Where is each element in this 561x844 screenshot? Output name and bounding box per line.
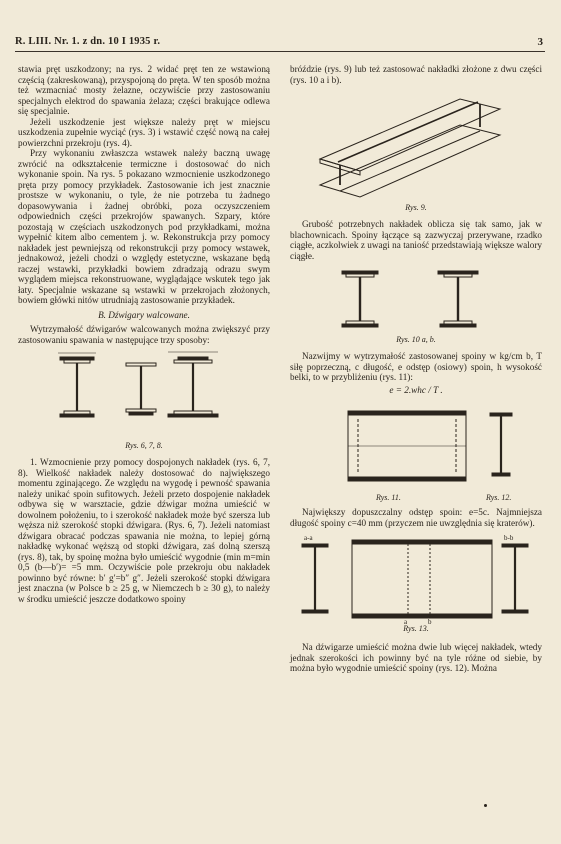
running-header <box>15 36 543 50</box>
journal-issue: R. LIII. Nr. 1. z dn. 10 I 1935 r. <box>15 36 161 47</box>
reinforced-beam-drawing <box>290 532 542 624</box>
beam-sections-drawing <box>18 349 270 441</box>
figure-caption: Rys. 10 a, b. <box>396 335 436 344</box>
section-label: a-a <box>304 534 313 542</box>
section-marker: b <box>428 618 432 624</box>
print-speck <box>484 804 487 807</box>
figure-caption: Rys. 11. <box>376 493 401 502</box>
paragraph: Największy dopuszczalny odstęp spoin: e=5c. Najmniejsza długość spoiny c=40 mm (przyczem nie uwzględnia się kraterów). <box>290 507 542 528</box>
paragraph: Wytrzymałość dźwigarów walcowanych można zwiększyć przy zastosowaniu spawania w następujące trzy sposoby: <box>18 324 270 345</box>
right-column <box>290 64 542 674</box>
beam-isometric-drawing <box>290 89 542 203</box>
figure-6-7-8 <box>18 349 270 451</box>
section-label: b-b <box>504 534 514 542</box>
paragraph: Grubość potrzebnych nakładek oblicza się tak samo, jak w blachownicach. Spoiny łączące są zazwyczaj przerywane, rzadko ciągłe, aczkolwiek z uwagi na taniość przedstawiają większe walory ciągłe. <box>290 219 542 261</box>
paragraph: Jeżeli uszkodzenie jest większe należy pręt w miejscu uszkodzenia zupełnie wyciąć (rys. 3) i wstawić część nową na całej powierzchni przekroju (rys. 4). <box>18 116 270 148</box>
paragraph: Przy wykonaniu zwłaszcza wstawek należy baczną uwagę zwrócić na odkształcenie termiczne i dostosować do nich wykonanie spoin. Na rys. 5 pokazano wzmocnienie uszkodzonego pręta przy pomocy przykładek. Zastosowanie ich jest znacznie prostsze w wykonaniu, o tyle, że nie potrzeba tu żadnego dopasowywania i żadnej obróbki, poza oczyszczeniem odpowiednich części przekrojów spawanych. Szpary, które pozostają w częściach uszkodzonych pod przykładkami, można wypełnić kitem albo cementem j. w. Rekonstrukcja przy pomocy nakładek jest pewniejszą od rekonstrukcji przy pomocy wstawek, jednakowoż, jeżeli chodzi o względy estetyczne, wskazane będą raczej wstawki, przykładki bowiem zdradzają odrazu swym wyglądem miejsca rekonstruowane, wyglądające wskutek tego jak łaty. Specjalnie wskazane są wstawki w przekrojach złożonych, bowiem główki nitów utrudniają zastosowanie przykładek. <box>18 148 270 305</box>
figure-10 <box>290 265 542 347</box>
section-marker: a <box>404 618 408 624</box>
header-rule <box>15 51 545 52</box>
figure-caption: Rys. 13. <box>403 624 429 633</box>
figure-11-12 <box>290 399 542 503</box>
figure-caption: Rys. 12. <box>486 493 512 502</box>
left-column <box>18 64 270 604</box>
figure-caption: Rys. 9. <box>405 203 427 212</box>
paragraph: bróździe (rys. 9) lub też zastosować nakładki złożone z dwu części (rys. 10 a i b). <box>290 64 542 85</box>
paragraph: 1. Wzmocnienie przy pomocy dospojonych nakładek (rys. 6, 7, 8). Wielkość nakładek należy dostosować do największego momentu zginającego. Ze względu na wygodę i pewność spawania należy unikać spoin sufitowych. Jeżeli przeto dospojenie nakładek odbywa się w warsztacie, gdzie dźwigar można umieścić w dowolnem położeniu, to i szerokość nakładek może być szersza lub węższa niż szerokość stopki dźwigara. (Rys. 6, 7). Jeżeli natomiast dźwigara obracać podczas spawania nie można, to lepiej górną nakładkę wykonać węższą od stopki dźwigara, zaś dolną szerszą (rys. 8), tak, by spoinę można było umieścić wygodnie (min m=min 0,5 (b—b′)= =5 mm. Oczywiście pole przekroju obu nakładek powinno być równe: b′ g′=b″ g″. Jeżeli szerokość stopki dźwigara jest znaczna (w Polsce b ≥ 25 g, w Niemczech b ≥ 30 g), to należy w środku umieścić jeszcze dodatkowo spoiny <box>18 457 270 604</box>
plate-and-weld-drawing <box>290 399 542 493</box>
paragraph: Nazwijmy w wytrzymałość zastosowanej spoiny w kg/cm b, T siłę poprzeczną, c długość, e odstęp (osiowy) spoin, h wysokość belki, to w przybliżeniu (rys. 11): <box>290 351 542 382</box>
figure-9 <box>290 89 542 215</box>
formula: e = 2.whc / T . <box>389 384 443 395</box>
paragraph: stawia pręt uszkodzony; na rys. 2 widać pręt ten ze wstawioną częścią (zakreskowaną), przyspojoną do pręta. W ten sposób można też wzmacniać mosty żelazne, oczywiście przy zastosowaniu specjalnych elektrod do spawania żelaza; części brakujące odlewa się specjalnie. <box>18 64 270 116</box>
beam-pair-drawing <box>290 265 542 335</box>
section-heading: B. Dźwigary walcowane. <box>98 309 190 320</box>
figure-13 <box>290 532 542 636</box>
paragraph: Na dźwigarze umieścić można dwie lub więcej nakładek, wtedy jednak szerokości ich powinny być na tyle różne od siebie, by można było wygodnie umieścić spoiny (rys. 12). Można <box>290 642 542 673</box>
figure-caption: Rys. 6, 7, 8. <box>125 441 163 450</box>
page-number: 3 <box>537 36 543 48</box>
